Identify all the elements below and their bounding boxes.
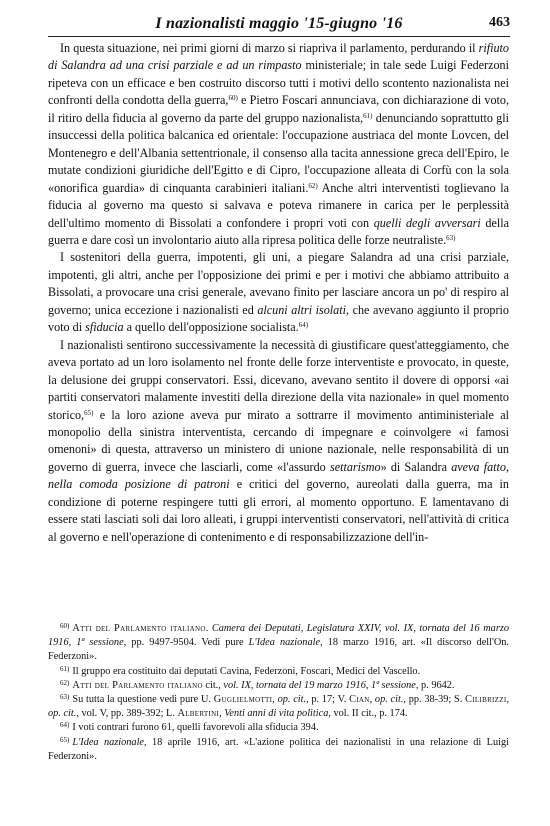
footnote-text-smallcaps: Cian: [349, 694, 370, 706]
footnote-text-smallcaps: Guglielmotti: [213, 694, 273, 706]
footnote-ref: 62): [308, 181, 318, 190]
footnotes: [48, 622, 509, 764]
footnote-text: Su tutta la questione vedi pure U.: [72, 694, 214, 706]
body-text: [48, 40, 509, 546]
text-run: , che avevano aggiunto il proprio voto di: [48, 302, 509, 335]
footnote-number: 63): [60, 693, 70, 702]
footnote-text-smallcaps: Cilibrizzi: [465, 694, 507, 706]
footnote-text-italic: vol. IX, tornata del 19 marzo 1916, 1ª sessione: [223, 679, 416, 691]
text-run-italic: settarismo: [329, 459, 381, 474]
footnote: [48, 622, 509, 665]
footnote-text-italic: Venti anni di vita politica: [224, 708, 329, 720]
footnote-text: I voti contrari furono 61, quelli favorevoli alla sfiducia 394.: [72, 722, 319, 734]
footnote-text-italic: op. cit.: [48, 708, 77, 720]
text-run: a quello dell'opposizione socialista.: [123, 320, 299, 335]
footnote: [48, 736, 509, 764]
footnote-text: , vol. V, pp. 389-392; L.: [76, 708, 178, 720]
text-run-italic: quelli degli avversari: [373, 215, 481, 230]
footnote-text-italic: op. cit.: [374, 694, 404, 706]
text-run-italic: sfiducia: [85, 320, 124, 335]
footnote-text-italic: op. cit.: [277, 694, 307, 706]
footnote-text: , 18 aprile 1916, art. «L'azione politica dei nazionalisti in una relazione di Luigi Federzoni».: [48, 736, 509, 762]
footnote-text: , pp. 9497-9504. Vedi pure: [123, 637, 249, 649]
text-run: della guerra e dare così un involontario aiuto alla ripresa politica delle forze neutraliste.: [48, 215, 509, 247]
footnote-text: cit.,: [202, 679, 224, 691]
text-run-italic: rifiuto di Salandra ad una crisi parziale e ad un rimpasto: [48, 41, 509, 73]
text-run: ministeriale; in tale sede Luigi Federzoni ripeteva con un efficace e ben costruito discorso tutti i motivi dello scontento nazionalista nei confronti della condotta della guerra,: [48, 58, 509, 108]
text-run: In questa situazione, nei primi giorni di marzo si riapriva il parlamento, perdurando il: [60, 41, 479, 55]
footnote: [48, 679, 509, 693]
running-title: I nazionalisti maggio '15-giugno '16: [155, 15, 403, 32]
footnote-text: , pp. 38-39; S.: [403, 694, 466, 706]
paragraph: [48, 249, 509, 336]
footnote: [48, 721, 509, 735]
text-run: denunciando soprattutto gli insuccessi della politica balcanica ed orientale: l'occupazione austriaca del monte Lovcen, del Montenegro e dell'Albania settentrionale, il consenso alla tacita annessione greca dell'Epiro, le mutate condizioni giuridiche dell'Egitto e di Cipro, l'occupazione alleata di Corfù con la sola «onorifica guardia» di cinquanta carabinieri italiani.: [48, 110, 509, 195]
footnote-text: ,: [369, 694, 375, 706]
footnote-number: 60): [60, 622, 70, 630]
text-run-italic: aveva fatto, nella comoda posizione di patroni: [48, 459, 509, 492]
footnote-number: 62): [60, 678, 70, 687]
footnote-text: , 18 marzo 1916, art. «Il discorso dell'On. Federzoni».: [48, 637, 509, 663]
footnote-text-smallcaps: Atti del Parlamento italiano: [72, 623, 206, 634]
footnote-text-italic: Camera dei Deputati, Legislatura XXIV, vol. IX, tornata del 16 marzo 1916, 1ª sessione: [48, 623, 509, 649]
footnote-text: ,: [219, 708, 225, 720]
footnote-ref: 65): [84, 408, 94, 417]
footnote-ref: 60): [228, 94, 238, 103]
footnote-text: ,: [272, 694, 278, 706]
text-run: » di Salandra: [380, 459, 452, 474]
footnote-text: Il gruppo era costituito dai deputati Cavina, Federzoni, Foscari, Medici del Vascello.: [72, 665, 421, 677]
footnote-number: 65): [60, 735, 70, 744]
text-run: I sostenitori della guerra, impotenti, gli uni, a piegare Salandra ad una crisi parziale, impotenti, gli altri, anche per l'opposizione dei primi e per i motivi che abbiamo attribuito a Bissolati, a provocare una crisi generale, avevano finito per lasciare ancora un po' di respiro al governo; unica eccezione i nazionalisti ed: [48, 250, 509, 317]
footnote-ref: 63): [446, 233, 456, 242]
footnote-text-smallcaps: Albertini: [177, 708, 220, 720]
text-run: I nazionalisti sentirono successivamente la necessità di giustificare quest'atteggiamento, che aveva portato ad un loro isolamento nel fronte delle forze interventiste e provocato, in queste, la delusione dei gruppi conservatori. Essi, dicevano, avevano sentito il dovere di opporsi «ai partiti conservatori malamente investiti della direzione della vita nazionale» in quel momento storico,: [48, 337, 509, 422]
footnote-text-italic: L'Idea nazionale: [248, 637, 321, 649]
text-run: e critici del governo, aureolati dalla guerra, ma in condizione di poterne respingere tutti gli errori, al momento opportuno. E lamentavano di essere stati lasciati soli dai loro alleati, i gruppi interventisti conservatori, nell'attività di critica al governo e nell'operazione di contenimento e di responsabilizzazione dell'in-: [48, 477, 510, 544]
footnote-number: 61): [60, 664, 70, 673]
footnote-text: .: [205, 623, 212, 634]
footnote-ref: 64): [298, 321, 309, 330]
text-run: e Pietro Foscari annunciava, con dichiarazione di voto, il ritiro della fiducia al governo da parte del gruppo nazionalista,: [48, 93, 509, 125]
footnote-text: , p. 9642.: [415, 679, 455, 691]
page-number: 463: [489, 15, 510, 30]
text-run: Anche altri interventisti toglievano la fiducia al governo ma questo si salvava e poteva rimanere in carica per le perplessità dell'ultimo momento di Bissolati a confondere i propri voti con: [48, 180, 510, 230]
text-run-italic: alcuni altri isolati: [257, 302, 347, 317]
footnote: [48, 665, 509, 679]
footnote: [48, 693, 509, 721]
paragraph: [48, 40, 509, 249]
footnote-ref: 61): [363, 111, 373, 120]
footnote-text: ,: [506, 694, 510, 706]
footnote-text: , vol. II cit., p. 174.: [328, 708, 408, 720]
running-header: [48, 14, 510, 37]
footnote-text: , p. 17; V.: [306, 694, 350, 706]
text-run: e la loro azione aveva pur mirato a sottrarre il movimento antiministeriale al monopolio della sinistra interventista, cercando di impegnare e coinvolgere «i famosi omenoni» di questa, attraverso un ministero di unione nazionale, nelle responsabilità di un governo di guerra, invece che lasciarli, come «l'assurdo: [48, 407, 509, 474]
paragraph: [48, 337, 509, 546]
footnote-number: 64): [60, 721, 70, 730]
footnote-text-smallcaps: Atti del Parlamento italiano: [72, 679, 203, 691]
footnote-text-italic: L'Idea nazionale: [72, 736, 144, 748]
